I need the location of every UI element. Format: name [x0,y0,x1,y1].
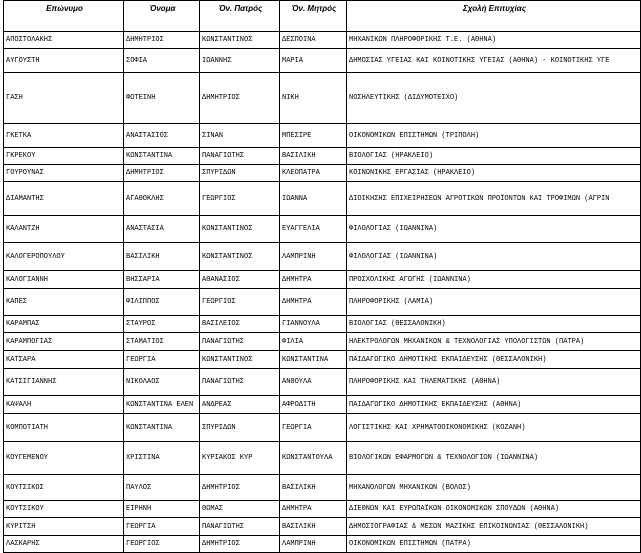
cell-name: ΣΤΑΥΡΟΣ [124,316,200,333]
cell-school: ΦΙΛΟΛΟΓΙΑΣ (ΙΩΑΝΝΙΝΑ) [347,243,641,271]
cell-mother-name: ΔΗΜΗΤΡΑ [280,271,347,289]
cell-school: ΠΛΗΡΟΦΟΡΙΚΗΣ (ΛΑΜΙΑ) [347,289,641,316]
cell-father-name: ΠΑΝΑΓΙΩΤΗΣ [200,148,280,165]
cell-mother-name: ΓΕΩΡΓΙΑ [280,414,347,442]
cell-school: ΗΛΕΚΤΡΟΛΟΓΩΝ ΜΗΧΑΝΙΚΩΝ & ΤΕΧΝΟΛΟΓΙΑΣ ΥΠΟΛΟΓΙΣΤΩΝ (ΠΑΤΡΑ) [347,333,641,351]
cell-father-name: ΑΘΑΝΑΣΙΟΣ [200,271,280,289]
cell-father-name: ΒΑΣΙΛΕΙΟΣ [200,316,280,333]
table-row [4,333,641,351]
cell-surname: ΚΑΛΑΝΤΖΗ [4,216,124,243]
cell-name: ΧΡΙΣΤΙΝΑ [124,442,200,475]
cell-school: ΠΡΟΣΧΟΛΙΚΗΣ ΑΓΩΓΗΣ (ΙΩΑΝΝΙΝΑ) [347,271,641,289]
cell-father-name: ΓΕΩΡΓΙΟΣ [200,289,280,316]
cell-mother-name: ΛΑΜΠΡΙΝΗ [280,536,347,553]
cell-mother-name: ΝΙΚΗ [280,73,347,124]
cell-school: ΦΙΛΟΛΟΓΙΑΣ (ΙΩΑΝΝΙΝΑ) [347,216,641,243]
cell-school: ΠΑΙΔΑΓΩΓΙΚΟ ΔΗΜΟΤΙΚΗΣ ΕΚΠΑΙΔΕΥΣΗΣ (ΘΕΣΣΑΛΟΝΙΚΗ) [347,351,641,369]
cell-surname: ΑΠΟΣΤΟΛΑΚΗΣ [4,32,124,49]
table-row [4,351,641,369]
cell-name: ΓΕΩΡΓΙΑ [124,351,200,369]
cell-school: ΟΙΚΟΝΟΜΙΚΩΝ ΕΠΙΣΤΗΜΩΝ (ΠΑΤΡΑ) [347,536,641,553]
table-row [4,243,641,271]
cell-surname: ΚΟΥΤΣΙΚΟΣ [4,475,124,501]
cell-mother-name: ΔΕΣΠΟΙΝΑ [280,32,347,49]
cell-school: ΛΟΓΙΣΤΙΚΗΣ ΚΑΙ ΧΡΗΜΑΤΟΟΙΚΟΝΟΜΙΚΗΣ (ΚΟΖΑΝΗ) [347,414,641,442]
table-row [4,536,641,553]
cell-father-name: ΔΗΜΗΤΡΙΟΣ [200,536,280,553]
cell-father-name: ΚΩΝΣΤΑΝΤΙΝΟΣ [200,32,280,49]
cell-father-name: ΣΠΥΡΙΔΩΝ [200,414,280,442]
cell-name: ΣΤΑΜΑΤΙΟΣ [124,333,200,351]
cell-surname: ΓΑΣΗ [4,73,124,124]
cell-school: ΠΑΙΔΑΓΩΓΙΚΟ ΔΗΜΟΤΙΚΗΣ ΕΚΠΑΙΔΕΥΣΗΣ (ΑΘΗΝΑ) [347,396,641,414]
cell-father-name: ΚΩΝΣΤΑΝΤΙΝΟΣ [200,243,280,271]
table-row [4,475,641,501]
cell-mother-name: ΓΙΑΝΝΟΥΛΑ [280,316,347,333]
cell-name: ΦΙΛΙΠΠΟΣ [124,289,200,316]
cell-mother-name: ΔΗΜΗΤΡΑ [280,289,347,316]
table-row [4,442,641,475]
table-row [4,289,641,316]
cell-school: ΠΛΗΡΟΦΟΡΙΚΗΣ ΚΑΙ ΤΗΛΕΜΑΤΙΚΗΣ (ΑΘΗΝΑ) [347,369,641,396]
cell-surname: ΚΑΤΣΑΡΑ [4,351,124,369]
cell-father-name: ΑΝΔΡΕΑΣ [200,396,280,414]
cell-surname: ΚΥΡΙΤΣΗ [4,518,124,536]
cell-mother-name: ΜΠΕΣΙΡΕ [280,124,347,148]
cell-surname: ΑΥΓΟΥΣΤΗ [4,49,124,73]
cell-mother-name: ΒΑΣΙΛΙΚΗ [280,518,347,536]
cell-father-name: ΚΩΝΣΤΑΝΤΙΝΟΣ [200,351,280,369]
cell-school: ΔΗΜΟΣΙΟΓΡΑΦΙΑΣ & ΜΕΣΩΝ ΜΑΖΙΚΗΣ ΕΠΙΚΟΙΝΩΝΙΑΣ (ΘΕΣΣΑΛΟΝΙΚΗ) [347,518,641,536]
cell-school: ΔΙΟΙΚΗΣΗΣ ΕΠΙΧΕΙΡΗΣΕΩΝ ΑΓΡΟΤΙΚΩΝ ΠΡΟΪΟΝΤΩΝ ΚΑΙ ΤΡΟΦΙΜΩΝ (ΑΓΡΙΝ [347,182,641,216]
cell-name: ΑΝΑΣΤΑΣΙΑ [124,216,200,243]
cell-name: ΒΑΣΙΛΙΚΗ [124,243,200,271]
cell-surname: ΚΑΡΑΜΠΑΣ [4,316,124,333]
header-name: Όνομα [124,1,200,32]
cell-name: ΕΙΡΗΝΗ [124,501,200,518]
cell-surname: ΚΑΠΕΣ [4,289,124,316]
cell-father-name: ΠΑΝΑΓΙΩΤΗΣ [200,369,280,396]
header-row [4,1,641,32]
cell-surname: ΚΑΨΑΛΗ [4,396,124,414]
cell-surname: ΛΑΣΚΑΡΗΣ [4,536,124,553]
cell-mother-name: ΦΙΛΙΑ [280,333,347,351]
table-row [4,182,641,216]
cell-mother-name: ΔΗΜΗΤΡΑ [280,501,347,518]
table-row [4,216,641,243]
header-mother-name: Όν. Μητρός [280,1,347,32]
cell-school: ΚΟΙΝΩΝΙΚΗΣ ΕΡΓΑΣΙΑΣ (ΗΡΑΚΛΕΙΟ) [347,165,641,182]
cell-name: ΦΩΤΕΙΝΗ [124,73,200,124]
cell-school: ΒΙΟΛΟΓΙΚΩΝ ΕΦΑΡΜΟΓΩΝ & ΤΕΧΝΟΛΟΓΙΩΝ (ΙΩΑΝΝΙΝΑ) [347,442,641,475]
table-row [4,501,641,518]
table-row [4,518,641,536]
table-row [4,271,641,289]
cell-name: ΑΝΑΣΤΑΣΙΟΣ [124,124,200,148]
cell-father-name: ΚΥΡΙΑΚΟΣ ΚΥΡ [200,442,280,475]
cell-school: ΝΟΣΗΛΕΥΤΙΚΗΣ (ΔΙΔΥΜΟΤΕΙΧΟ) [347,73,641,124]
cell-mother-name: ΜΑΡΙΑ [280,49,347,73]
cell-school: ΜΗΧΑΝΙΚΩΝ ΠΛΗΡΟΦΟΡΙΚΗΣ Τ.Ε. (ΑΘΗΝΑ) [347,32,641,49]
cell-mother-name: ΑΝΘΟΥΛΑ [280,369,347,396]
results-sheet [3,0,640,548]
cell-school: ΜΗΧΑΝΟΛΟΓΩΝ ΜΗΧΑΝΙΚΩΝ (ΒΟΛΟΣ) [347,475,641,501]
table-row [4,148,641,165]
cell-father-name: ΣΠΥΡΙΔΩΝ [200,165,280,182]
table-row [4,165,641,182]
cell-surname: ΚΟΥΤΣΙΚΟΥ [4,501,124,518]
cell-surname: ΓΚΕΤΚΑ [4,124,124,148]
cell-school: ΒΙΟΛΟΓΙΑΣ (ΘΕΣΣΑΛΟΝΙΚΗ) [347,316,641,333]
cell-name: ΔΗΜΗΤΡΙΟΣ [124,165,200,182]
cell-name: ΝΙΚΟΛΑΟΣ [124,369,200,396]
cell-surname: ΚΑΛΟΓΙΑΝΝΗ [4,271,124,289]
cell-name: ΣΟΦΙΑ [124,49,200,73]
cell-surname: ΔΙΑΜΑΝΤΗΣ [4,182,124,216]
table-row [4,316,641,333]
cell-name: ΚΩΝΣΤΑΝΤΙΝΑ [124,414,200,442]
cell-name: ΠΑΥΛΟΣ [124,475,200,501]
table-row [4,124,641,148]
table-row [4,49,641,73]
cell-mother-name: ΚΛΕΟΠΑΤΡΑ [280,165,347,182]
cell-mother-name: ΑΦΡΟΔΙΤΗ [280,396,347,414]
header-school: Σχολή Επιτυχίας [347,1,641,32]
cell-mother-name: ΒΑΣΙΛΙΚΗ [280,475,347,501]
header-father-name: Όν. Πατρός [200,1,280,32]
header-surname: Επώνυμο [4,1,124,32]
cell-mother-name: ΙΩΑΝΝΑ [280,182,347,216]
cell-surname: ΓΟΥΡΟΥΝΑΣ [4,165,124,182]
cell-mother-name: ΕΥΑΓΓΕΛΙΑ [280,216,347,243]
cell-surname: ΓΚΡΕΚΟΥ [4,148,124,165]
cell-name: ΓΕΩΡΓΙΟΣ [124,536,200,553]
cell-mother-name: ΚΩΝΣΤΑΝΤΙΝΑ [280,351,347,369]
table-body [4,32,641,553]
cell-mother-name: ΛΑΜΠΡΙΝΗ [280,243,347,271]
cell-father-name: ΔΗΜΗΤΡΙΟΣ [200,73,280,124]
cell-school: ΟΙΚΟΝΟΜΙΚΩΝ ΕΠΙΣΤΗΜΩΝ (ΤΡΙΠΟΛΗ) [347,124,641,148]
cell-father-name: ΠΑΝΑΓΙΩΤΗΣ [200,518,280,536]
cell-father-name: ΓΕΩΡΓΙΟΣ [200,182,280,216]
cell-father-name: ΘΩΜΑΣ [200,501,280,518]
cell-father-name: ΣΙΝΑΝ [200,124,280,148]
cell-mother-name: ΚΩΝΣΤΑΝΤΟΥΛΑ [280,442,347,475]
cell-surname: ΚΟΥΓΕΜΕΝΟΥ [4,442,124,475]
table-row [4,32,641,49]
cell-father-name: ΔΗΜΗΤΡΙΟΣ [200,475,280,501]
cell-father-name: ΚΩΝΣΤΑΝΤΙΝΟΣ [200,216,280,243]
cell-name: ΚΩΝΣΤΑΝΤΙΝΑ [124,148,200,165]
cell-surname: ΚΑΤΣΙΓΙΑΝΝΗΣ [4,369,124,396]
cell-school: ΔΗΜΟΣΙΑΣ ΥΓΕΙΑΣ ΚΑΙ ΚΟΙΝΟΤΙΚΗΣ ΥΓΕΙΑΣ (ΑΘΗΝΑ) - ΚΟΙΝΟΤΙΚΗΣ ΥΓΕ [347,49,641,73]
cell-name: ΒΗΣΣΑΡΙΑ [124,271,200,289]
cell-surname: ΚΑΡΑΜΠΟΓΙΑΣ [4,333,124,351]
cell-school: ΔΙΕΘΝΩΝ ΚΑΙ ΕΥΡΩΠΑΪΚΩΝ ΟΙΚΟΝΟΜΙΚΩΝ ΣΠΟΥΔΩΝ (ΑΘΗΝΑ) [347,501,641,518]
cell-father-name: ΙΩΑΝΝΗΣ [200,49,280,73]
results-table [3,0,641,553]
table-row [4,73,641,124]
cell-surname: ΚΟΜΠΟΤΙΑΤΗ [4,414,124,442]
cell-name: ΔΗΜΗΤΡΙΟΣ [124,32,200,49]
table-row [4,414,641,442]
cell-school: ΒΙΟΛΟΓΙΑΣ (ΗΡΑΚΛΕΙΟ) [347,148,641,165]
cell-surname: ΚΑΛΟΓΕΡΟΠΟΥΛΟΥ [4,243,124,271]
cell-father-name: ΠΑΝΑΓΙΩΤΗΣ [200,333,280,351]
cell-name: ΚΩΝΣΤΑΝΤΙΝΑ ΕΛΕΝ [124,396,200,414]
table-row [4,369,641,396]
table-row [4,396,641,414]
cell-name: ΑΓΑΘΟΚΛΗΣ [124,182,200,216]
cell-name: ΓΕΩΡΓΙΑ [124,518,200,536]
cell-mother-name: ΒΑΣΙΛΙΚΗ [280,148,347,165]
